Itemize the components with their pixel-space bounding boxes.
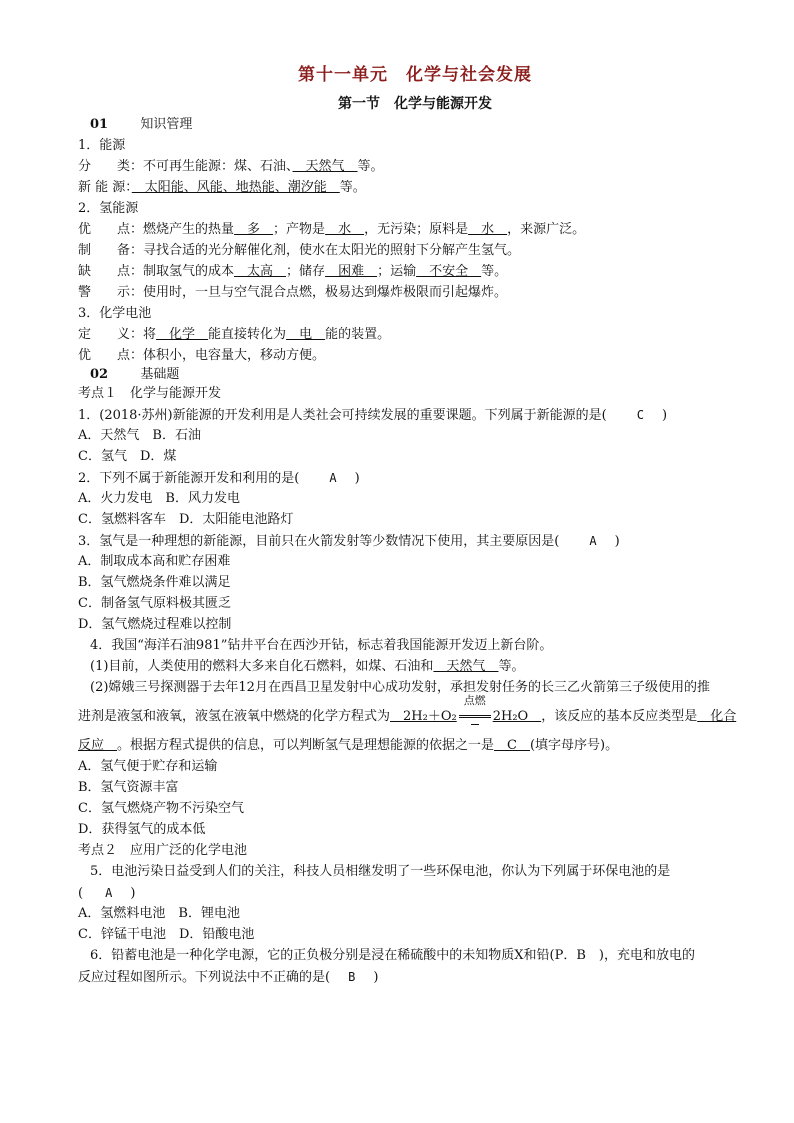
answer-blank: 不安全 (416, 264, 482, 279)
k3-heading: 3．化学电池 (78, 306, 152, 321)
k2-advantages: 优 点：燃烧产生的热量 多 ；产物是 水 ，无污染；原料是 水 ，来源广泛。 (78, 222, 586, 237)
answer-blank: 水 (468, 222, 508, 237)
q4-option-a: A．氢气便于贮存和运输 (78, 759, 218, 774)
reaction-arrow (457, 694, 493, 726)
k2-preparation: 制 备：寻找合适的光分解催化剂，使水在太阳光的照射下分解产生氢气。 (78, 243, 521, 258)
reaction-condition: 点燃 (463, 694, 486, 707)
q5-stem: 5．电池污染日益受到人们的关注，科技人员相继发明了一些环保电池，你认为下列属于环保电池的是 (90, 864, 671, 879)
answer-blank: 化合 (697, 709, 737, 724)
q4-option-d: D．获得氢气的成本低 (78, 822, 206, 837)
part2-label: 基础题 (140, 367, 180, 382)
q4-part2-line3: 反应 。根据方程式提供的信息，可以判断氢气是理想能源的依据之一是 C (填字母序号)。 (78, 738, 619, 753)
k1-heading: 1．能源 (78, 138, 126, 153)
q3-option-b: B．氢气燃烧条件难以满足 (78, 575, 231, 590)
part2-heading (90, 366, 179, 384)
k3-definition: 定 义：将 化学 能直接转化为 电 能的装置。 (78, 327, 391, 342)
answer-blank: 太高 (234, 264, 287, 279)
kp1-heading: 考点１ 化学与能源开发 (78, 386, 222, 401)
k1-classification: 分 类：不可再生能源：煤、石油、 天然气 等。 (78, 159, 384, 174)
q2-options-1: A．火力发电 B．风力发电 (78, 491, 240, 506)
q4-stem: 4．我国“海洋石油981”钻井平台在西沙开钻，标志着我国能源开发迈上新台阶。 (90, 638, 553, 653)
q3-answer: A (589, 534, 597, 548)
k2-heading: 2．氢能源 (78, 201, 139, 216)
q5-options-1: A．氢燃料电池 B．锂电池 (78, 906, 240, 921)
unit-title: 第十一单元 化学与社会发展 (298, 65, 532, 85)
q1-options-1: A．天然气 B．石油 (78, 428, 201, 443)
q4-option-c: C．氢气燃烧产物不污染空气 (78, 801, 244, 816)
answer-blank: 太阳能、风能、地热能、潮汐能 (131, 180, 340, 195)
q5-answer: A (105, 886, 113, 900)
answer-blank: 化学 (156, 327, 209, 342)
q4-part2-line1: (2)嫦娥三号探测器于去年12月在西昌卫星发射中心成功发射，承担发射任务的长三乙火箭第三子级使用的推 (90, 680, 710, 695)
part2-number: 02 (90, 367, 109, 382)
q1-answer: C (636, 408, 644, 422)
k2-disadvantages: 缺 点：制取氢气的成本 太高 ；储存 困难 ；运输 不安全 等。 (78, 264, 508, 279)
kp2-heading: 考点２ 应用广泛的化学电池 (78, 843, 248, 858)
q6-answer: B (348, 970, 356, 984)
k3-advantages: 优 点：体积小，电容量大，移动方便。 (78, 348, 326, 363)
answer-blank: 天然气 (292, 159, 358, 174)
q3-stem: 3．氢气是一种理想的新能源，目前只在火箭发射等少数情况下使用，其主要原因是( A ) (78, 534, 620, 549)
q3-option-c: C．制备氢气原料极其匮乏 (78, 596, 231, 611)
q3-option-d: D．氢气燃烧过程难以控制 (78, 617, 232, 632)
k2-warning: 警 示：使用时，一旦与空气混合点燃，极易达到爆炸极限而引起爆炸。 (78, 285, 508, 300)
answer-blank: 多 (234, 222, 274, 237)
q1-stem: 1．(2018·苏州)新能源的开发利用是人类社会可持续发展的重要课题。下列属于新能源的是( C ) (78, 408, 668, 423)
q1-options-2: C．氢气 D．煤 (78, 449, 177, 464)
equation-answer: 2H₂＋O₂ 点燃 2H₂O (390, 694, 542, 724)
q3-option-a: A．制取成本高和贮存困难 (78, 554, 231, 569)
answer-blank: C (494, 738, 530, 753)
q4-part2-line2: 进剂是液氢和液氧，液氢在液氧中燃烧的化学方程式为 2H₂＋O₂ 点燃 2H₂O ，该反应的基本反应类型是 化合 (78, 694, 737, 724)
q2-options-2: C．氢燃料客车 D．太阳能电池路灯 (78, 512, 294, 527)
answer-blank: 天然气 (433, 659, 499, 674)
answer-blank: 反应 (78, 738, 118, 753)
q6-line1: 6．铅蓄电池是一种化学电源，它的正负极分别是浸在稀硫酸中的未知物质X和铅(P．B )，充电和放电的 (90, 948, 695, 963)
q2-stem: 2．下列不属于新能源开发和利用的是( A ) (78, 471, 360, 486)
answer-blank: 水 (325, 222, 365, 237)
k1-new-energy: 新 能 源： 太阳能、风能、地热能、潮汐能 等。 (78, 180, 366, 195)
answer-blank: 困难 (325, 264, 378, 279)
q4-part1: (1)目前，人类使用的燃料大多来自化石燃料，如煤、石油和 天然气 等。 (90, 659, 525, 674)
part1-heading (90, 116, 192, 134)
q4-option-b: B．氢气资源丰富 (78, 780, 179, 795)
section-title: 第一节 化学与能源开发 (338, 96, 492, 112)
q5-options-2: C．锌锰干电池 D．铅酸电池 (78, 927, 255, 942)
answer-blank: 电 (286, 327, 326, 342)
q5-answer-line: ( A ) (78, 886, 136, 901)
part1-label: 知识管理 (140, 117, 193, 132)
part1-number: 01 (90, 117, 109, 132)
q2-answer: A (329, 471, 337, 485)
q6-line2: 反应过程如图所示。下列说法中不正确的是( B ) (78, 970, 379, 985)
